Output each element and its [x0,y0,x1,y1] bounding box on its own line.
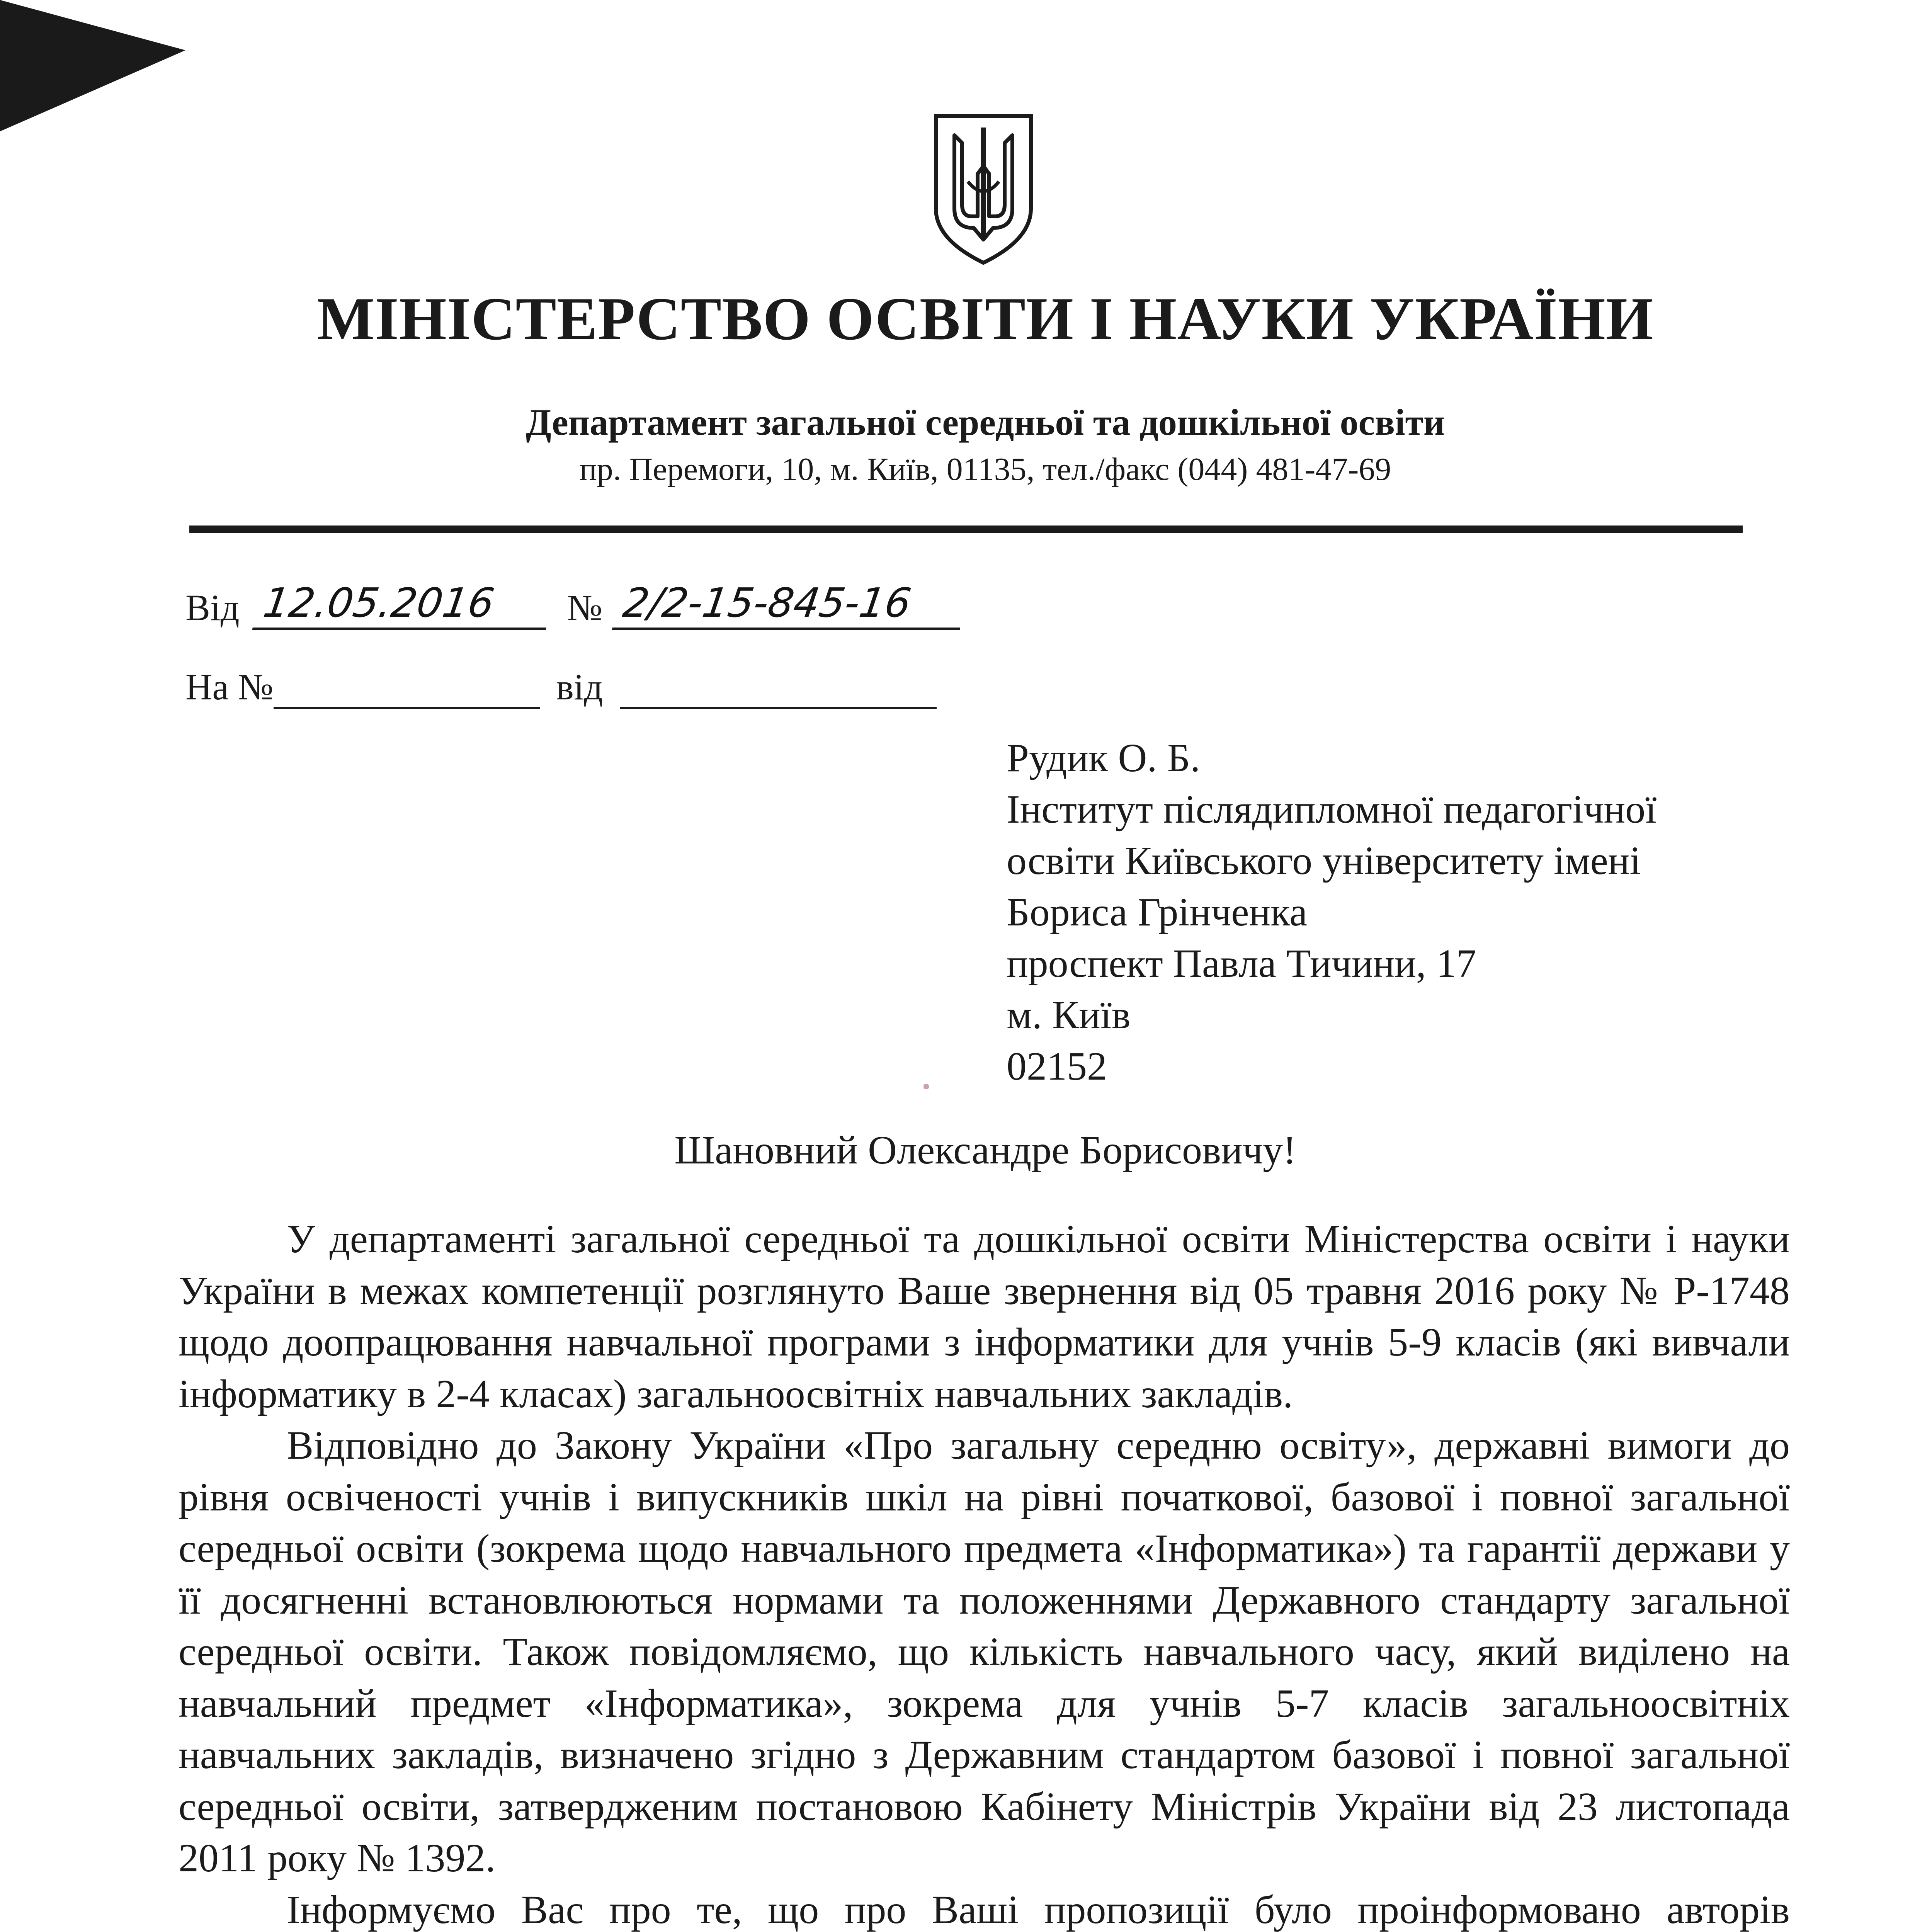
salutation: Шановний Олександре Борисовичу! [674,1128,1296,1172]
outgoing-reference [185,580,963,630]
incoming-reference [185,665,937,709]
letter-body [179,1213,1790,1932]
reply-from-label: від [556,666,603,707]
date-label: Від [185,587,240,628]
recipient-line: освіти Київського університету імені [1007,838,1641,883]
body-paragraph: Відповідно до Закону України «Про загальну середню освіту», державні вимоги до рівня освіченості учнів і випускників шкіл на рівні початкової, базової і повної загальної середньої освіти (зокрема щодо навчального предмета «Інформатика») та гарантії держави у її досягненні встановлюються нормами та положеннями Державного стандарту загальної середньої освіти. Також повідомляємо, що кількість навчального часу, який виділено на навчальний предмет «Інформатика», зокрема для учнів 5-7 класів загальноосвітніх навчальних закладів, визначено згідно з Державним стандартом базової і повної загальної середньої освіти, затвердженим постановою Кабінету Міністрів України від 23 листопада 2011 року № 1392. [179,1423,1790,1880]
reply-number-blank [274,668,540,709]
body-paragraph: У департаменті загальної середньої та дошкільної освіти Міністерства освіти і науки України в межах компетенції розглянуто Ваше звернення від 05 травня 2016 року № Р-1748 щодо доопрацювання навчальної програми з інформатики для учнів 5-9 класів (які вивчали інформатику в 2-4 класах) загальноосвітніх навчальних закладів. [179,1217,1790,1416]
date-value: 12.05.2016 [252,580,553,630]
body-paragraph: Інформуємо Вас про те, що про Ваші пропозиції було проінформовано авторів [287,1887,1790,1932]
recipient-line: м. Київ [1007,993,1131,1037]
scan-speck [923,1084,929,1089]
coat-of-arms-icon [931,112,1036,267]
header-divider [189,526,1743,533]
recipient-line: Інститут післядипломної педагогічної [1007,787,1657,832]
recipient-line: проспект Павла Тичини, 17 [1007,941,1476,986]
recipient-line: 02152 [1007,1044,1107,1088]
reply-date-blank [620,668,937,709]
number-label: № [567,587,603,628]
recipient-line: Рудик О. Б. [1007,736,1201,780]
reply-number-label: На № [185,666,274,707]
department-title: Департамент загальної середньої та дошкільної освіти [526,401,1445,443]
recipient-line: Бориса Грінченка [1007,890,1308,934]
number-value: 2/2-15-845-16 [612,580,967,630]
department-address: пр. Перемоги, 10, м. Київ, 01135, тел./факс (044) 481-47-69 [579,451,1391,487]
recipient-address [1007,732,1656,1092]
ministry-title: МІНІСТЕРСТВО ОСВІТИ І НАУКИ УКРАЇНИ [317,285,1654,353]
scan-corner-mark [0,0,185,131]
